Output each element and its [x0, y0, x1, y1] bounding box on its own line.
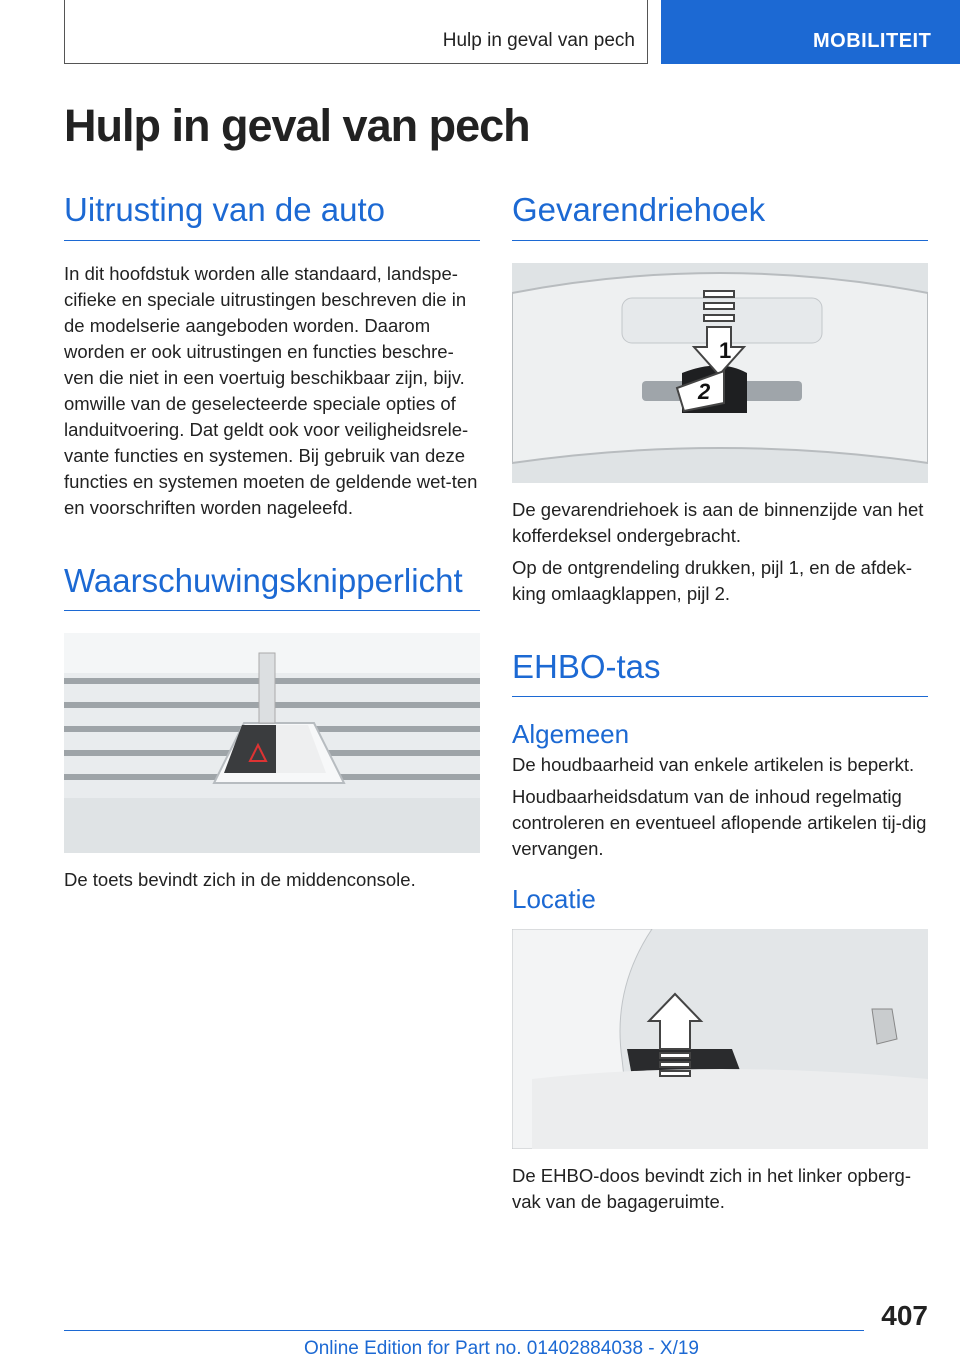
text-algemeen-2: Houdbaarheidsdatum van de inhoud regelmatig controleren en eventueel aflopende artikelen tij-dig vervangen.: [512, 786, 927, 860]
trunk-lid-image: [512, 263, 928, 483]
text-algemeen-1: De houdbaarheid van enkele artikelen is beperkt.: [512, 754, 915, 776]
cargo-area-image: [512, 929, 928, 1149]
subtitle-algemeen: Algemeen: [512, 719, 630, 750]
section-title-uitrusting: Uitrusting van de auto: [64, 190, 480, 241]
text-gevarendriehoek-2: Op de ontgrendeling drukken, pijl 1, en de afdek-king omlaagklappen, pijl 2.: [512, 556, 913, 604]
right-column: [512, 190, 928, 1215]
section-title-gevarendriehoek: Gevarendriehoek: [512, 190, 928, 241]
arrow-2-label: 2: [698, 378, 711, 404]
arrow-1-label: 1: [719, 337, 732, 363]
section-title-ehbo: EHBO-tas: [512, 647, 928, 698]
hazard-button-image: [64, 633, 480, 853]
section-title-waarschuwing: Waarschuwingsknipperlicht: [64, 561, 480, 612]
caption-hazard-button: De toets bevindt zich in de middenconsole.: [64, 869, 416, 891]
caption-cargo-area: De EHBO-doos bevindt zich in het linker opberg-vak van de bagageruimte.: [512, 1165, 911, 1213]
subtitle-locatie: Locatie: [512, 884, 596, 915]
footer-divider: [64, 1330, 864, 1331]
page-number: 407: [881, 1300, 928, 1331]
section-text-uitrusting: In dit hoofdstuk worden alle standaard, landspe-cifieke en speciale uitrustingen beschreven die in de modelserie aangeboden worden. Daarom worden er ook uitrustingen en functies beschre-ven die niet in een voertuig beschikbaar zijn, bijv. omwille van de geselecteerde speciale opties of landuitvoering. Dat geldt ook voor veiligheidsrele-vante functies en systemen. Bij gebruik van deze functies en systemen moeten de geldende wet-ten en voorschriften worden nageleefd.: [64, 262, 478, 518]
page-title: Hulp in geval van pech: [64, 100, 530, 151]
text-gevarendriehoek-1: De gevarendriehoek is aan de binnenzijde van het kofferdeksel ondergebracht.: [512, 498, 924, 546]
left-column: [64, 190, 480, 893]
header-tab-mobiliteit[interactable]: MOBILITEIT: [661, 0, 960, 64]
edition-note: Online Edition for Part no. 01402884038 - X/19: [303, 1338, 699, 1359]
header-section-title: Hulp in geval van pech: [442, 30, 635, 51]
